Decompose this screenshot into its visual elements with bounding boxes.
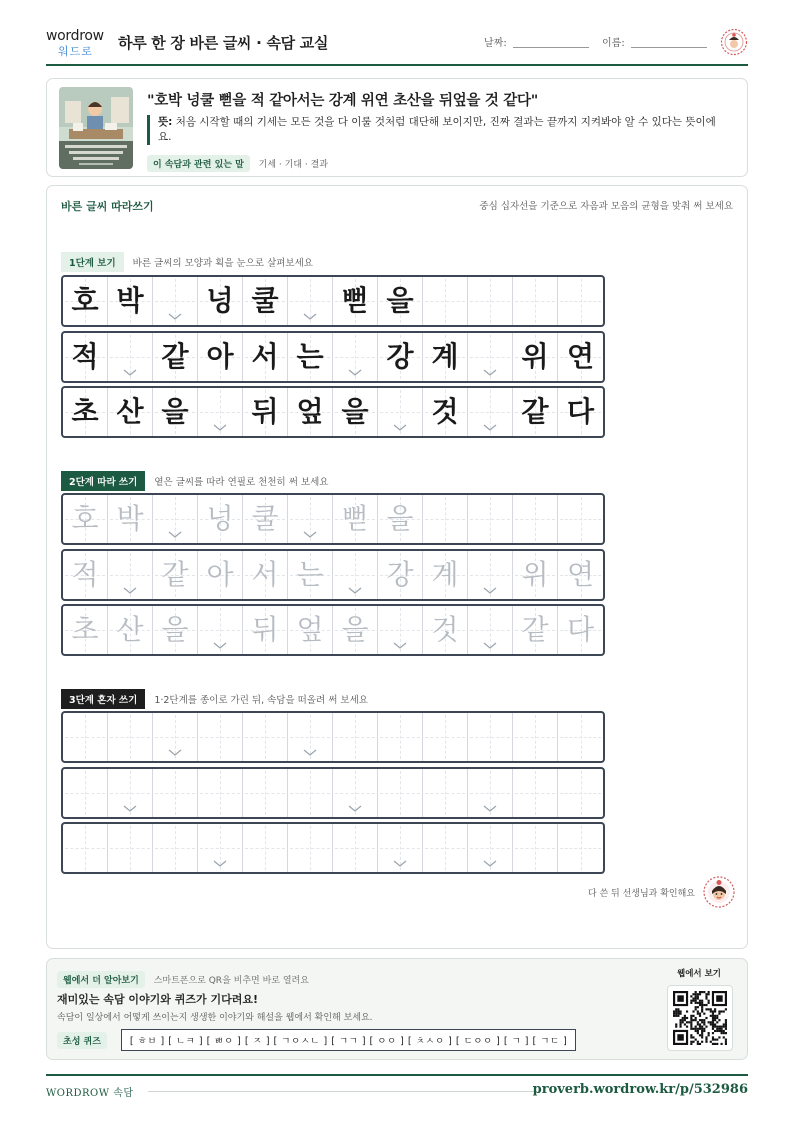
space-mark-icon bbox=[213, 860, 227, 868]
model-char: 강 bbox=[386, 340, 414, 373]
grid-cell bbox=[558, 333, 603, 381]
model-char: 산 bbox=[116, 395, 144, 428]
grid-cell[interactable] bbox=[153, 713, 198, 761]
grid-cell[interactable] bbox=[153, 824, 198, 872]
model-char: 서 bbox=[251, 340, 279, 373]
grid-cell bbox=[108, 606, 153, 654]
trace-char: 는 bbox=[296, 558, 324, 591]
model-char: 쿨 bbox=[251, 284, 279, 317]
grid-row bbox=[61, 493, 605, 545]
grid-cell bbox=[378, 277, 423, 325]
grid-cell bbox=[378, 388, 423, 436]
date-line[interactable] bbox=[513, 47, 589, 48]
trace-char: 서 bbox=[251, 558, 279, 591]
date-label: 날짜: bbox=[484, 38, 507, 49]
grid-cell bbox=[108, 277, 153, 325]
space-mark-icon bbox=[483, 805, 497, 813]
grid-cell[interactable] bbox=[288, 769, 333, 817]
model-char: 엎 bbox=[296, 395, 324, 428]
grid-cell bbox=[108, 333, 153, 381]
qr-code[interactable] bbox=[667, 985, 733, 1051]
stage1-header bbox=[61, 252, 313, 272]
grid-cell[interactable] bbox=[513, 769, 558, 817]
space-mark-icon bbox=[348, 805, 362, 813]
teacher-stamp-icon bbox=[703, 876, 735, 908]
grid-row bbox=[61, 386, 605, 438]
space-mark-icon bbox=[483, 424, 497, 432]
space-mark-icon bbox=[123, 805, 137, 813]
grid-cell bbox=[288, 606, 333, 654]
grid-cell[interactable] bbox=[423, 769, 468, 817]
grid-cell[interactable] bbox=[63, 769, 108, 817]
grid-cell bbox=[333, 606, 378, 654]
model-char: 뒤 bbox=[251, 395, 279, 428]
model-char: 뻗 bbox=[341, 284, 369, 317]
grid-cell bbox=[468, 388, 513, 436]
grid-cell bbox=[198, 333, 243, 381]
trace-char: 연 bbox=[566, 558, 595, 591]
grid-cell[interactable] bbox=[378, 713, 423, 761]
illustration-image bbox=[59, 87, 133, 169]
stage2-header bbox=[61, 471, 328, 491]
model-char: 것 bbox=[431, 395, 459, 428]
grid-cell bbox=[63, 277, 108, 325]
grid-cell bbox=[153, 606, 198, 654]
space-mark-icon bbox=[303, 531, 317, 539]
model-char: 박 bbox=[116, 284, 144, 317]
related-label: 이 속담과 관련 있는 말 bbox=[147, 155, 250, 172]
grid-cell[interactable] bbox=[108, 824, 153, 872]
space-mark-icon bbox=[123, 587, 137, 595]
grid-cell[interactable] bbox=[333, 713, 378, 761]
grid-cell bbox=[423, 333, 468, 381]
footer-divider bbox=[148, 1091, 536, 1092]
model-char: 계 bbox=[431, 340, 459, 373]
grid-cell[interactable] bbox=[108, 713, 153, 761]
grid-cell bbox=[243, 495, 288, 543]
grid-cell bbox=[468, 495, 513, 543]
grid-cell bbox=[423, 277, 468, 325]
model-char: 아 bbox=[206, 340, 234, 373]
grid-cell[interactable] bbox=[468, 769, 513, 817]
grid-cell[interactable] bbox=[333, 824, 378, 872]
space-mark-icon bbox=[348, 369, 362, 377]
grid-cell bbox=[288, 333, 333, 381]
trace-char: 강 bbox=[386, 558, 414, 591]
model-char: 을 bbox=[386, 284, 414, 317]
model-char: 는 bbox=[296, 340, 324, 373]
trace-char: 뒤 bbox=[251, 613, 279, 646]
trace-char: 같 bbox=[161, 558, 189, 591]
page-footer bbox=[46, 1074, 748, 1104]
logo-korean: 워드로 bbox=[58, 45, 93, 58]
grid-cell[interactable] bbox=[378, 824, 423, 872]
space-mark-icon bbox=[168, 749, 182, 757]
web-tag-row bbox=[57, 971, 309, 988]
model-char: 적 bbox=[71, 340, 99, 373]
stage1-tag: 1단계 보기 bbox=[61, 252, 124, 272]
trace-char: 을 bbox=[161, 613, 189, 646]
space-mark-icon bbox=[168, 313, 182, 321]
space-mark-icon bbox=[123, 369, 137, 377]
web-tag: 웹에서 더 알아보기 bbox=[57, 971, 145, 988]
web-description: 속담이 일상에서 어떻게 쓰이는지 생생한 이야기와 해설을 웹에서 확인해 보세요. bbox=[57, 1013, 373, 1023]
grid-cell bbox=[378, 495, 423, 543]
space-mark-icon bbox=[483, 642, 497, 650]
grid-cell bbox=[333, 551, 378, 599]
grid-cell bbox=[153, 551, 198, 599]
initial-quiz bbox=[57, 1029, 576, 1051]
grid-cell bbox=[558, 495, 603, 543]
grid-cell bbox=[378, 333, 423, 381]
grid-cell[interactable] bbox=[108, 769, 153, 817]
trace-char: 박 bbox=[116, 502, 144, 535]
meaning-label: 뜻: bbox=[158, 116, 173, 128]
trace-char: 같 bbox=[521, 613, 549, 646]
grid-cell bbox=[288, 388, 333, 436]
grid-cell bbox=[333, 277, 378, 325]
trace-char: 산 bbox=[116, 613, 144, 646]
teacher-note: 다 쓴 뒤 선생님과 확인해요 bbox=[587, 888, 695, 899]
web-tag-hint: 스마트폰으로 QR을 비추면 바로 열려요 bbox=[153, 976, 309, 986]
grid-cell bbox=[198, 551, 243, 599]
grid-cell[interactable] bbox=[63, 713, 108, 761]
grid-cell bbox=[153, 277, 198, 325]
grid-cell bbox=[558, 277, 603, 325]
grid-cell[interactable] bbox=[198, 824, 243, 872]
related-list: 기세 · 기대 · 결과 bbox=[258, 160, 328, 170]
model-char: 연 bbox=[566, 340, 595, 373]
stage3-hint: 1·2단계를 종이로 가린 뒤, 속담을 떠올려 써 보세요 bbox=[154, 695, 368, 706]
grid-cell bbox=[378, 606, 423, 654]
grid-cell[interactable] bbox=[243, 713, 288, 761]
grid-cell[interactable] bbox=[558, 824, 603, 872]
grid-cell bbox=[513, 277, 558, 325]
grid-cell[interactable] bbox=[558, 769, 603, 817]
quiz-label: 초성 퀴즈 bbox=[57, 1032, 107, 1049]
trace-char: 엎 bbox=[296, 613, 324, 646]
stage2-hint: 옅은 글씨를 따라 연필로 천천히 써 보세요 bbox=[154, 477, 329, 488]
grid-cell bbox=[108, 495, 153, 543]
proverb-title: "호박 넝쿨 뻗을 적 같아서는 강계 위연 초산을 뒤엎을 것 같다" bbox=[147, 93, 538, 109]
trace-char: 아 bbox=[206, 558, 234, 591]
grid-cell[interactable] bbox=[198, 769, 243, 817]
grid-cell bbox=[558, 606, 603, 654]
page-title: 하루 한 장 바른 글씨 · 속담 교실 bbox=[118, 34, 329, 52]
grid-cell bbox=[108, 388, 153, 436]
trace-char: 넝 bbox=[206, 502, 234, 535]
qr-code-icon[interactable] bbox=[673, 991, 727, 1045]
space-mark-icon bbox=[303, 749, 317, 757]
grid-cell bbox=[558, 388, 603, 436]
grid-row bbox=[61, 604, 605, 656]
space-mark-icon bbox=[168, 531, 182, 539]
trace-char: 쿨 bbox=[251, 502, 279, 535]
seal-stamp-icon bbox=[720, 28, 748, 56]
grid-cell bbox=[243, 388, 288, 436]
space-mark-icon bbox=[213, 424, 227, 432]
model-char: 다 bbox=[566, 395, 595, 428]
grid-cell bbox=[468, 551, 513, 599]
grid-cell bbox=[198, 277, 243, 325]
related-words bbox=[147, 155, 328, 172]
trace-char: 을 bbox=[341, 613, 369, 646]
grid-row bbox=[61, 275, 605, 327]
grid-cell[interactable] bbox=[243, 769, 288, 817]
grid-cell bbox=[333, 495, 378, 543]
grid-cell bbox=[108, 551, 153, 599]
grid-row bbox=[61, 331, 605, 383]
grid-cell bbox=[333, 333, 378, 381]
grid-cell[interactable] bbox=[513, 713, 558, 761]
grid-cell[interactable] bbox=[243, 824, 288, 872]
grid-cell[interactable] bbox=[153, 769, 198, 817]
trace-char: 초 bbox=[71, 613, 99, 646]
grid-cell bbox=[513, 388, 558, 436]
meaning-text: 처음 시작할 때의 기세는 모든 것을 다 이룰 것처럼 대단해 보이지만, 진짜 결과는 끝까지 지켜봐야 알 수 있다는 뜻이에요. bbox=[158, 116, 716, 143]
grid-cell bbox=[198, 606, 243, 654]
grid-cell[interactable] bbox=[513, 824, 558, 872]
grid-cell bbox=[243, 333, 288, 381]
model-char: 위 bbox=[521, 340, 549, 373]
space-mark-icon bbox=[393, 424, 407, 432]
grid-cell[interactable] bbox=[468, 824, 513, 872]
grid-cell bbox=[288, 277, 333, 325]
model-char: 같 bbox=[521, 395, 549, 428]
trace-char: 것 bbox=[431, 613, 459, 646]
trace-char: 적 bbox=[71, 558, 99, 591]
practice-section bbox=[46, 185, 748, 949]
grid-cell[interactable] bbox=[288, 713, 333, 761]
proverb-card bbox=[46, 78, 748, 177]
grid-cell bbox=[423, 495, 468, 543]
grid-cell bbox=[243, 606, 288, 654]
name-line[interactable] bbox=[631, 47, 707, 48]
trace-char: 호 bbox=[71, 502, 99, 535]
model-char: 초 bbox=[71, 395, 99, 428]
logo-wordmark: wordrow bbox=[46, 28, 104, 44]
space-mark-icon bbox=[393, 642, 407, 650]
space-mark-icon bbox=[483, 369, 497, 377]
grid-cell[interactable] bbox=[63, 824, 108, 872]
space-mark-icon bbox=[213, 642, 227, 650]
stage3-header bbox=[61, 689, 368, 709]
grid-cell[interactable] bbox=[288, 824, 333, 872]
grid-cell bbox=[63, 333, 108, 381]
model-char: 호 bbox=[71, 284, 99, 317]
proverb-meaning bbox=[147, 115, 729, 145]
grid-cell bbox=[513, 606, 558, 654]
grid-cell[interactable] bbox=[423, 824, 468, 872]
grid-cell bbox=[423, 551, 468, 599]
grid-cell bbox=[513, 495, 558, 543]
space-mark-icon bbox=[483, 587, 497, 595]
footer-url[interactable]: proverb.wordrow.kr/p/532986 bbox=[532, 1082, 748, 1097]
stage1-hint: 바른 글씨의 모양과 획을 눈으로 살펴보세요 bbox=[132, 258, 313, 269]
stage2-tag: 2단계 따라 쓰기 bbox=[61, 471, 145, 491]
trace-char: 다 bbox=[566, 613, 595, 646]
trace-char: 뻗 bbox=[341, 502, 369, 535]
grid-cell bbox=[63, 495, 108, 543]
trace-char: 위 bbox=[521, 558, 549, 591]
stage3-tag: 3단계 혼자 쓰기 bbox=[61, 689, 145, 709]
grid-cell bbox=[513, 551, 558, 599]
grid-cell bbox=[153, 495, 198, 543]
grid-cell bbox=[333, 388, 378, 436]
web-headline: 재미있는 속담 이야기와 퀴즈가 기다려요! bbox=[57, 993, 258, 1006]
wordrow-logo bbox=[46, 28, 108, 58]
grid-cell[interactable] bbox=[423, 713, 468, 761]
space-mark-icon bbox=[303, 313, 317, 321]
grid-cell[interactable] bbox=[468, 713, 513, 761]
grid-cell bbox=[243, 551, 288, 599]
practice-title: 바른 글씨 따라쓰기 bbox=[61, 200, 154, 213]
model-char: 을 bbox=[341, 395, 369, 428]
space-mark-icon bbox=[348, 587, 362, 595]
page-header bbox=[46, 22, 748, 66]
grid-cell bbox=[153, 388, 198, 436]
qr-label: 웹에서 보기 bbox=[676, 969, 721, 979]
footer-brand: WORDROW 속담 bbox=[46, 1088, 134, 1099]
grid-cell bbox=[198, 495, 243, 543]
space-mark-icon bbox=[483, 860, 497, 868]
grid-cell bbox=[468, 277, 513, 325]
space-mark-icon bbox=[393, 860, 407, 868]
quiz-box: [ ㅎㅂ ] [ ㄴㅋ ] [ ㅃㅇ ] [ ㅈ ] [ ㄱㅇㅅㄴ ] [ ㄱㄱ ] [ ㅇㅇ ] [ ㅊㅅㅇ ] [ ㄷㅇㅇ ] [ ㄱ ] [ ㄱㄷ ] bbox=[121, 1029, 576, 1051]
grid-cell[interactable] bbox=[333, 769, 378, 817]
grid-cell bbox=[468, 606, 513, 654]
name-field[interactable] bbox=[602, 34, 707, 49]
grid-cell bbox=[423, 388, 468, 436]
grid-cell[interactable] bbox=[198, 713, 243, 761]
grid-cell bbox=[63, 551, 108, 599]
grid-cell bbox=[198, 388, 243, 436]
date-field[interactable] bbox=[484, 34, 589, 49]
model-char: 을 bbox=[161, 395, 189, 428]
grid-cell bbox=[63, 606, 108, 654]
grid-cell bbox=[468, 333, 513, 381]
name-label: 이름: bbox=[602, 38, 625, 49]
grid-cell bbox=[378, 551, 423, 599]
practice-hint: 중심 십자선을 기준으로 자음과 모음의 균형을 맞춰 써 보세요 bbox=[479, 201, 733, 212]
grid-cell bbox=[513, 333, 558, 381]
grid-row[interactable] bbox=[61, 822, 605, 874]
teacher-check bbox=[588, 876, 735, 908]
grid-cell bbox=[423, 606, 468, 654]
grid-cell[interactable] bbox=[378, 769, 423, 817]
grid-row bbox=[61, 549, 605, 601]
web-info-box bbox=[46, 958, 748, 1060]
model-char: 같 bbox=[161, 340, 189, 373]
grid-row[interactable] bbox=[61, 711, 605, 763]
grid-cell bbox=[63, 388, 108, 436]
grid-cell bbox=[288, 551, 333, 599]
grid-cell bbox=[153, 333, 198, 381]
model-char: 넝 bbox=[206, 284, 234, 317]
trace-char: 을 bbox=[386, 502, 414, 535]
grid-cell bbox=[243, 277, 288, 325]
grid-cell bbox=[288, 495, 333, 543]
grid-row[interactable] bbox=[61, 767, 605, 819]
grid-cell[interactable] bbox=[558, 713, 603, 761]
grid-cell bbox=[558, 551, 603, 599]
trace-char: 계 bbox=[431, 558, 459, 591]
